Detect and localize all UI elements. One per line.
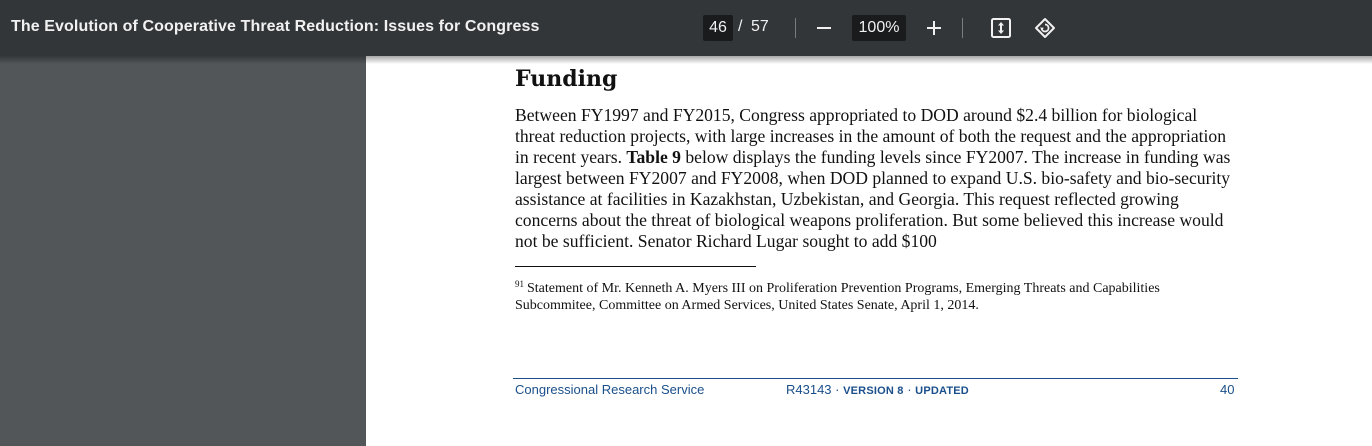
- section-heading: Funding: [515, 66, 618, 92]
- viewer-background: [0, 56, 366, 446]
- pdf-toolbar: [0, 0, 1372, 56]
- toolbar-divider: [962, 18, 963, 38]
- body-text-part1: Between FY1997 and FY2015, Congress appropriated to DOD around $2.4 billion for biological threat reduction projects, with large increases in the amount of both the request and the appropriation in recent years.: [515, 105, 1227, 167]
- zoom-out-icon: [816, 20, 832, 36]
- fit-page-icon: [990, 17, 1012, 39]
- footnote-text: Statement of Mr. Kenneth A. Myers III on Proliferation Prevention Programs, Emerging Threats and Capabilities Subcommitee, Committee on Armed Services, United States Senate, April 1, 2014.: [515, 281, 1160, 313]
- fit-page-button[interactable]: [987, 14, 1015, 42]
- toolbar-shadow: [0, 56, 1372, 64]
- report-status: UPDATED: [915, 385, 969, 397]
- page-number-input[interactable]: [703, 15, 733, 41]
- pdf-page: [366, 56, 1372, 446]
- body-text-part2: below displays the funding levels since FY2007. The increase in funding was largest between FY2007 and FY2008, when DOD planned to expand U.S. bio-safety and bio-security assistance at facilities in Kazakhstan, Uzbekistan, and Georgia. This request reflected growing concerns about the threat of biological weapons proliferation. But some believed this increase would not be sufficient. Senator Richard Lugar sought to add $100: [515, 147, 1231, 251]
- footnote-number: 91: [515, 279, 524, 289]
- footer-report-id: [786, 382, 969, 397]
- zoom-in-button[interactable]: [920, 14, 948, 42]
- report-version: VERSION 8: [843, 385, 904, 397]
- table-reference: Table 9: [626, 147, 681, 167]
- footer-sep: ·: [903, 382, 916, 397]
- report-id: R43143: [786, 382, 832, 397]
- footer-sep: ·: [831, 382, 844, 397]
- body-paragraph: [515, 105, 1235, 252]
- footer-rule: [513, 378, 1238, 379]
- footer-page-number: 40: [1220, 382, 1235, 397]
- rotate-icon: [1033, 16, 1057, 40]
- zoom-level-input[interactable]: [852, 15, 906, 41]
- footer-publisher: Congressional Research Service: [515, 382, 705, 397]
- zoom-out-button[interactable]: [810, 14, 838, 42]
- footnote: [515, 276, 1235, 314]
- page-total: 57: [751, 18, 769, 35]
- rotate-button[interactable]: [1031, 14, 1059, 42]
- document-title: The Evolution of Cooperative Threat Reduction: Issues for Congress: [11, 18, 540, 35]
- page-separator: /: [738, 18, 743, 35]
- footnote-rule: [515, 266, 756, 267]
- toolbar-divider: [795, 18, 796, 38]
- zoom-in-icon: [926, 20, 942, 36]
